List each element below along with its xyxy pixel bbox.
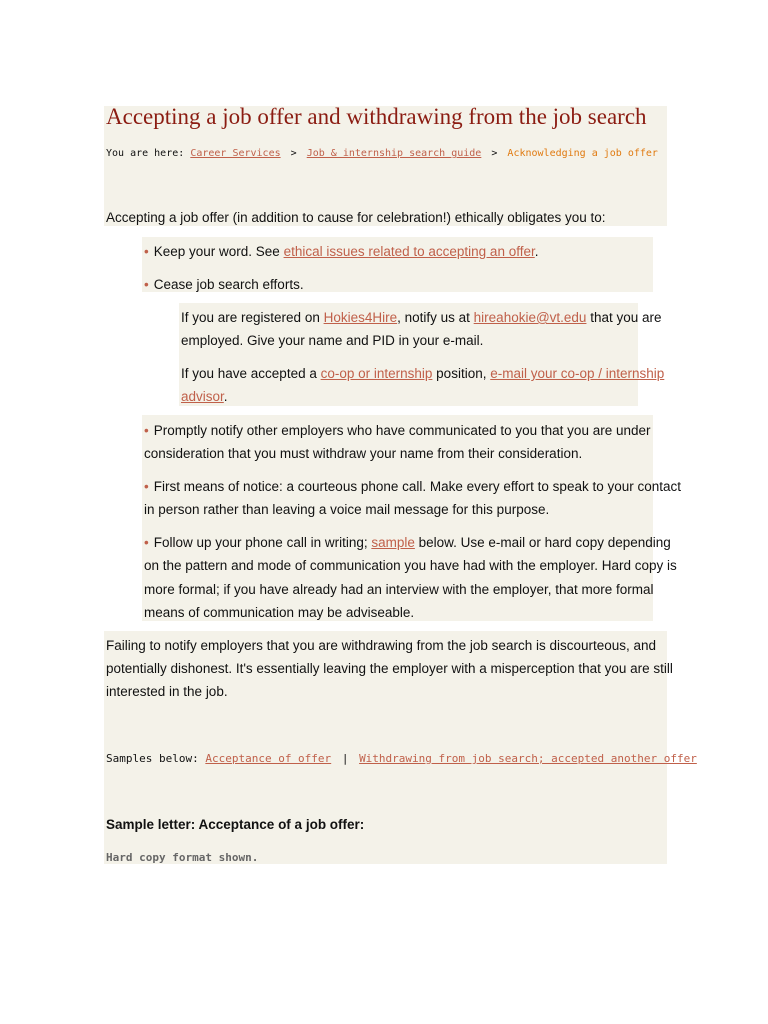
samples-separator: | <box>341 752 349 765</box>
intro-text: Accepting a job offer (in addition to cause for celebration!) ethically obligates you to: <box>106 210 606 225</box>
list-item: • Cease job search efforts. <box>144 277 304 292</box>
sample-link[interactable]: sample <box>371 535 415 550</box>
breadcrumb-separator: > <box>290 148 297 159</box>
list-item: • Keep your word. See ethical issues related to accepting an offer. <box>144 244 539 259</box>
samples-links <box>106 752 697 765</box>
email-advisor-link[interactable]: e-mail your co-op / internship <box>490 366 665 381</box>
list-item-continued: means of communication may be adviseable. <box>144 605 415 620</box>
breadcrumb-prefix: You are here: <box>106 148 185 159</box>
nested-paragraph-line: advisor. <box>181 389 228 404</box>
list-item-continued: more formal; if you have already had an interview with the employer, that more formal <box>144 582 654 597</box>
breadcrumb-separator: > <box>491 148 498 159</box>
hard-copy-note: Hard copy format shown. <box>106 851 259 864</box>
nested-paragraph-line: If you are registered on Hokies4Hire, notify us at hireahokie@vt.edu that you are <box>181 310 662 325</box>
withdrawing-link[interactable]: Withdrawing from job search; accepted another offer <box>359 752 697 765</box>
nested-paragraph-line: If you have accepted a co-op or internship position, e-mail your co-op / internship <box>181 366 665 381</box>
failing-paragraph-line: interested in the job. <box>106 684 228 699</box>
failing-paragraph-line: Failing to notify employers that you are withdrawing from the job search is discourteous, and <box>106 638 657 653</box>
ethical-issues-link[interactable]: ethical issues related to accepting an offer <box>283 244 535 259</box>
email-advisor-link-cont[interactable]: advisor <box>181 389 224 404</box>
coop-internship-link[interactable]: co-op or internship <box>320 366 433 381</box>
acceptance-of-offer-link[interactable]: Acceptance of offer <box>205 752 332 765</box>
sample-letter-heading: Sample letter: Acceptance of a job offer: <box>106 817 365 832</box>
bullet-icon: • <box>144 423 149 438</box>
samples-label: Samples below: <box>106 752 199 765</box>
list-item-continued: on the pattern and mode of communication you have had with the employer. Hard copy is <box>144 558 677 573</box>
list-item: • Promptly notify other employers who have communicated to you that you are under <box>144 423 651 438</box>
bullet-icon: • <box>144 277 149 292</box>
list-item-continued: consideration that you must withdraw your name from their consideration. <box>144 446 583 461</box>
list-item: • Follow up your phone call in writing; sample below. Use e-mail or hard copy depending <box>144 535 671 550</box>
bullet-icon: • <box>144 479 149 494</box>
breadcrumb-link-search-guide[interactable]: Job & internship search guide <box>306 148 482 159</box>
bullet-icon: • <box>144 244 149 259</box>
list-item: • First means of notice: a courteous phone call. Make every effort to speak to your contact <box>144 479 682 494</box>
breadcrumb <box>106 148 658 159</box>
hokies4hire-link[interactable]: Hokies4Hire <box>323 310 398 325</box>
bullet-icon: • <box>144 535 149 550</box>
nested-paragraph-line: employed. Give your name and PID in your e-mail. <box>181 333 484 348</box>
breadcrumb-current: Acknowledging a job offer <box>507 148 658 159</box>
hireahokie-email-link[interactable]: hireahokie@vt.edu <box>473 310 587 325</box>
list-item-continued: in person rather than leaving a voice mail message for this purpose. <box>144 502 550 517</box>
failing-paragraph-line: potentially dishonest. It's essentially leaving the employer with a misperception that you are still <box>106 661 673 676</box>
breadcrumb-link-career-services[interactable]: Career Services <box>190 148 281 159</box>
page-title: Accepting a job offer and withdrawing from the job search <box>106 104 647 129</box>
